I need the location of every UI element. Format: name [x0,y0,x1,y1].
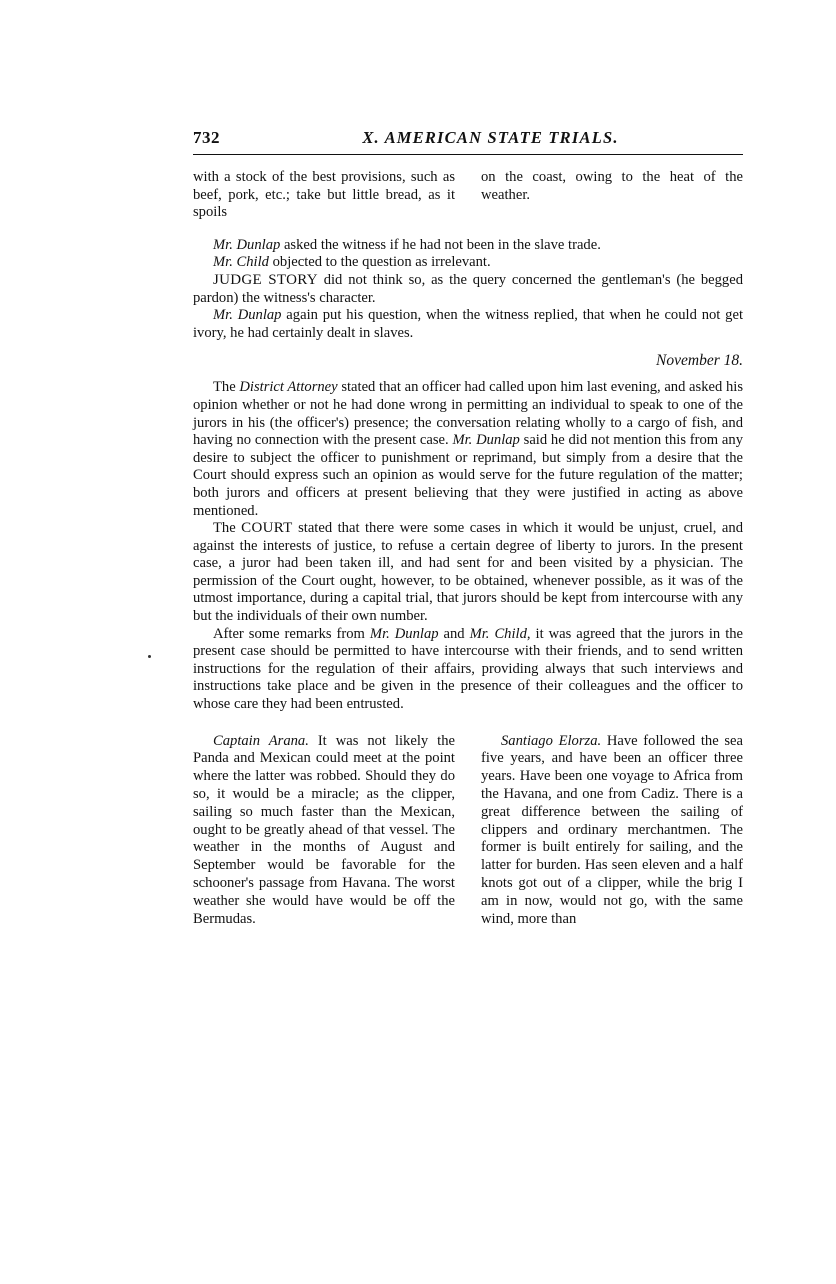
exchange-line-4 [193,307,743,342]
paragraph-2-text: stated that there were some cases in which it would be unjust, cruel, and against the interests of justice, to refuse a certain degree of liberty to jurors. In the present case, a juror had been taken ill, and had sent for and been visited by a physician. The permission of the Court ought, however, to be obtained, whenever possible, as it was of the utmost importance, during a capital trial, that jurors should be kept from intercourse with any but the individuals of their own number. [193,520,743,625]
paragraph-1-italic-lead: District Attorney [239,379,338,396]
paragraph-1-italic-mid: Mr. Dunlap [452,432,520,449]
exchange-line-2 [193,254,743,272]
paragraph-3-text: and [438,625,470,642]
speaker-name: Mr. Dunlap [213,236,281,253]
running-head: X. AMERICAN STATE TRIALS. [362,128,619,147]
top-column-right [481,169,743,222]
speaker-name: JUDGE STORY [213,271,318,288]
testimony-text: It was not likely the Panda and Mexican could meet at the point where the latter was robbed. Should they do so, it would be a miracle; as the clipper, sailing so much faster than the Mexican, ought to be greatly ahead of that vessel. The weather in the months of August and September would be favorable for the schooner's passage from Havana. The worst weather she would have would be off the Bermudas. [193,732,455,927]
paragraph-2 [193,520,743,626]
paragraph-1-lead: The [213,379,240,396]
top-two-column-block [193,169,743,222]
testimony-speaker: Santiago Elorza. [501,732,602,749]
paragraph-3-italic-lead: Mr. Dunlap [369,625,439,642]
date-heading: November 18. [656,352,743,370]
testimony-speaker: Captain Arana. [213,732,309,749]
testimony-left [193,733,455,929]
paragraph-1-text: stated that an officer had called upon him last evening, and asked his opinion whether or not he had done wrong in permitting an individual to speak to one of the jurors in his (the officer's) presence; the conversation relating wholly to a cargo of fish, and having no connection with the present case. [193,379,743,449]
paragraph-3-lead: After some remarks from [213,625,370,642]
page-content [193,128,743,928]
top-left-text: with a stock of the best provisions, such as beef, pork, etc.; take but little bread, as it spoils [193,169,455,221]
header-rule [193,154,743,155]
paragraph-2-smallcaps: COURT [241,520,293,537]
testimony-right [481,733,743,929]
paragraph-1 [193,379,743,520]
paragraph-3 [193,626,743,714]
paragraph-2-lead: The [213,520,242,537]
exchange-line-1 [193,237,743,255]
testimony-column-right [481,733,743,929]
testimony-two-column-block [193,733,743,929]
margin-speck [148,655,151,658]
speaker-name: Mr. Dunlap [213,307,282,324]
speaker-text: asked the witness if he had not been in the slave trade. [280,236,601,253]
speaker-name: Mr. Child [213,254,269,271]
testimony-column-left [193,733,455,929]
speaker-text: objected to the question as irrelevant. [268,254,491,271]
paragraph-1-text2: said he did not mention this from any desire to subject the officer to punishment or reprimand, but simply from a desire that the Court should express such an opinion as would serve for the future regulation of the matter; both jurors and officers at present believing that they were justified in acting as above mentioned. [193,432,743,519]
page-number: 732 [193,128,220,147]
paragraph-3-text2: , it was agreed that the jurors in the present case should be permitted to have intercourse with their friends, and to send written instructions for the regulation of their affairs, providing always that such interviews and instructions take place and be given in the presence of their colleagues and the officer to whose care they had been entrusted. [193,625,744,713]
top-right-text: on the coast, owing to the heat of the weather. [481,169,743,203]
paragraph-3-italic-mid: Mr. Child [469,625,527,642]
page-header [193,128,743,148]
main-paragraphs [193,379,743,713]
top-column-left [193,169,455,222]
testimony-text: Have followed the sea five years, and have been an officer three years. Have been one voyage to Africa from the Havana, and one from Cadiz. There is a great difference between the sailing of clippers and ordinary merchantmen. The former is built entirely for sailing, and the latter for burden. Has seen eleven and a half knots got out of a clipper, while the brig I am in now, would not go, with the same wind, more than [481,732,743,927]
speaker-text: did not think so, as the query concerned the gentleman's (he begged pardon) the witness's character. [193,271,743,306]
speaker-text: again put his question, when the witness replied, that when he could not get ivory, he had certainly dealt in slaves. [193,307,743,341]
exchange-block [193,237,743,343]
exchange-line-3 [193,272,743,307]
